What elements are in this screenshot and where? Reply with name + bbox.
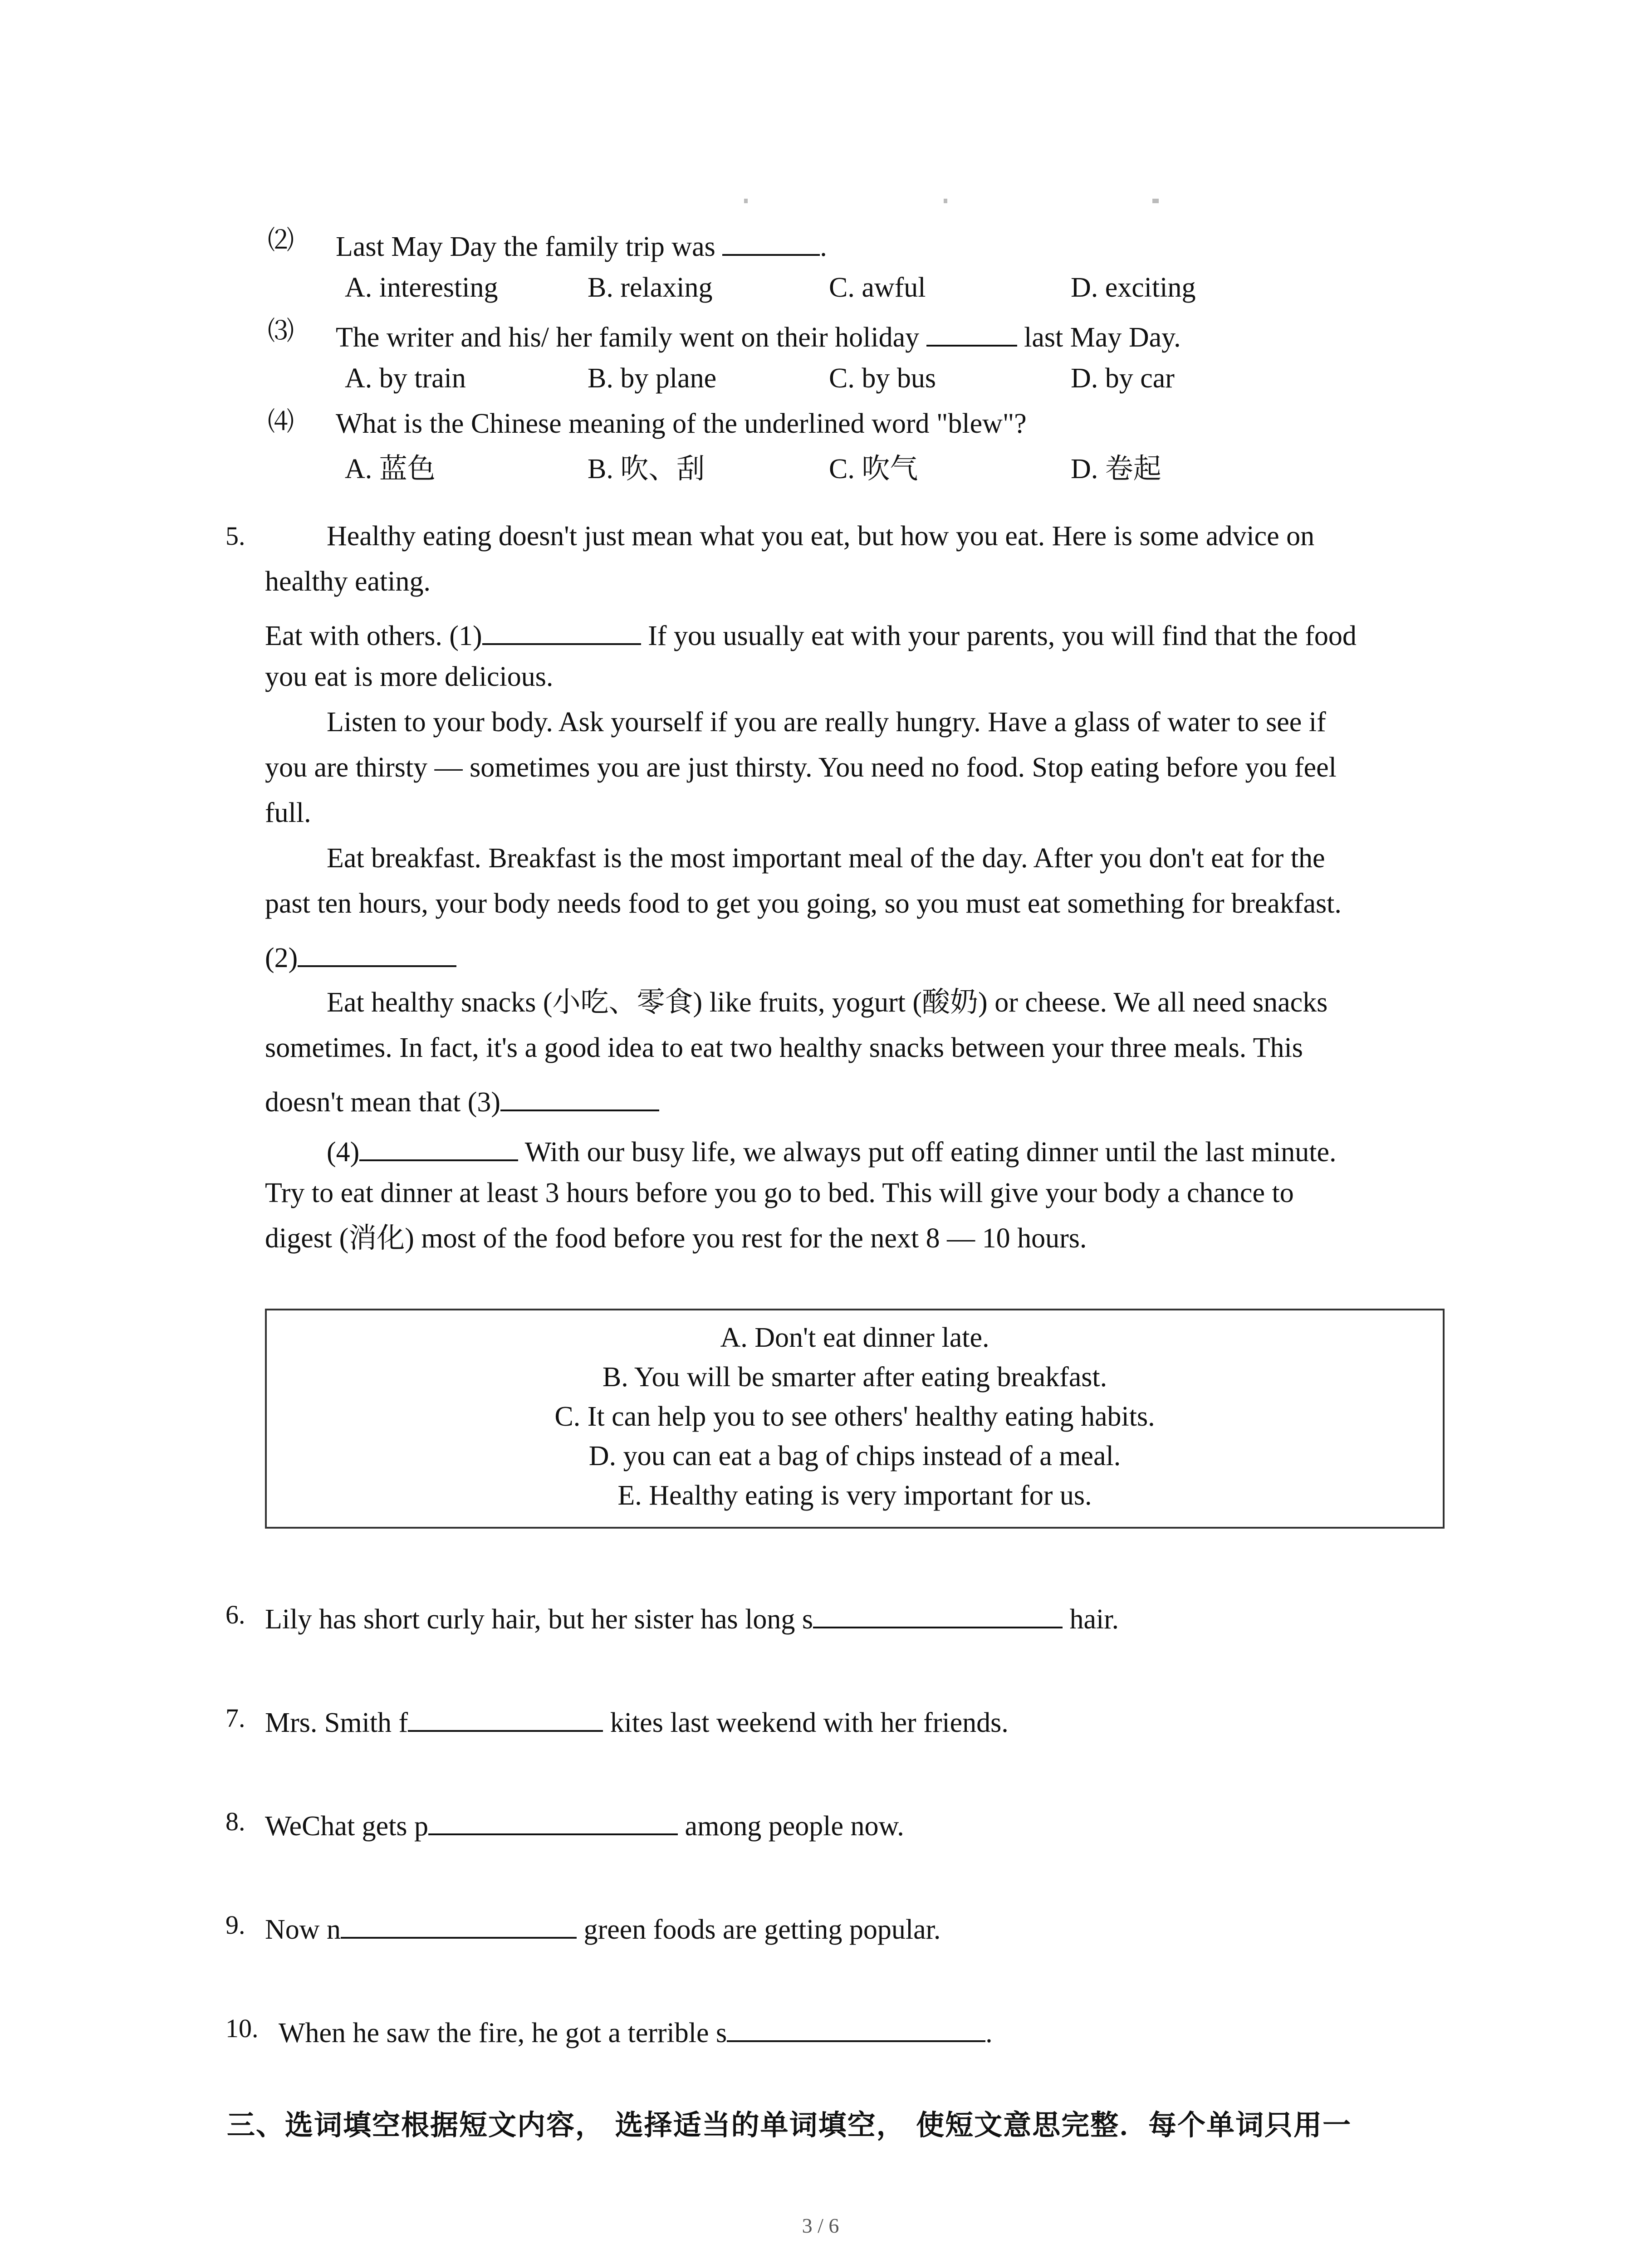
- question-number: ⑵: [268, 225, 294, 255]
- answer-blank[interactable]: [341, 1907, 577, 1939]
- option-a[interactable]: A. 蓝色: [345, 454, 436, 484]
- answer-blank[interactable]: [428, 1804, 678, 1835]
- option-d[interactable]: D. exciting: [1071, 272, 1196, 303]
- question-number: 9.: [225, 1910, 245, 1940]
- passage-line: Eat healthy snacks (小吃、零食) like fruits, yogurt (酸奶) or cheese. We all need snacks: [327, 987, 1328, 1018]
- clipped-text-remnant: [944, 199, 947, 203]
- question-text: WeChat gets p among people now.: [265, 1804, 904, 1844]
- answer-blank[interactable]: [722, 224, 820, 256]
- passage-line: you eat is more delicious.: [265, 661, 554, 692]
- answer-blank[interactable]: [813, 1597, 1063, 1628]
- question-text: When he saw the fire, he got a terrible s .: [279, 2010, 993, 2051]
- choice-e: E. Healthy eating is very important for us.: [617, 1480, 1092, 1511]
- option-c[interactable]: C. 吹气: [829, 454, 918, 484]
- answer-blank[interactable]: [408, 1700, 603, 1732]
- answer-blank-4[interactable]: [359, 1129, 518, 1161]
- question-number: 5.: [225, 521, 245, 551]
- option-d[interactable]: D. by car: [1071, 363, 1175, 394]
- question-stem: What is the Chinese meaning of the underlined word "blew"?: [336, 408, 1027, 439]
- passage-line: sometimes. In fact, it's a good idea to eat two healthy snacks between your three meals. This: [265, 1032, 1303, 1063]
- answer-blank[interactable]: [727, 2010, 985, 2042]
- answer-blank-1[interactable]: [482, 613, 641, 645]
- answer-blank-3[interactable]: [500, 1080, 659, 1111]
- option-b[interactable]: B. 吹、刮: [588, 454, 705, 484]
- passage-line: doesn't mean that (3): [265, 1080, 659, 1120]
- question-number: 7.: [225, 1703, 245, 1733]
- passage-line: digest (消化) most of the food before you rest for the next 8 — 10 hours.: [265, 1223, 1087, 1254]
- question-number: 8.: [225, 1807, 245, 1836]
- passage-line: (2): [265, 935, 456, 976]
- choice-b: B. You will be smarter after eating breakfast.: [602, 1362, 1107, 1393]
- choice-a: A. Don't eat dinner late.: [720, 1322, 989, 1353]
- passage-line: Listen to your body. Ask yourself if you are really hungry. Have a glass of water to see if: [327, 707, 1326, 738]
- question-stem: Last May Day the family trip was .: [336, 224, 827, 265]
- passage-line: Eat with others. (1) If you usually eat with your parents, you will find that the food: [265, 613, 1357, 654]
- passage-line: healthy eating.: [265, 566, 431, 597]
- answer-blank-2[interactable]: [298, 935, 456, 967]
- option-c[interactable]: C. awful: [829, 272, 926, 303]
- choice-d: D. you can eat a bag of chips instead of a meal.: [588, 1441, 1121, 1471]
- option-d[interactable]: D. 卷起: [1071, 454, 1161, 484]
- option-b[interactable]: B. relaxing: [588, 272, 713, 303]
- clipped-text-remnant: [744, 199, 748, 203]
- passage-line: Eat breakfast. Breakfast is the most important meal of the day. After you don't eat for the: [327, 843, 1325, 874]
- passage-line: past ten hours, your body needs food to get you going, so you must eat something for breakfast.: [265, 888, 1342, 919]
- passage-line: you are thirsty — sometimes you are just thirsty. You need no food. Stop eating before you feel: [265, 752, 1337, 783]
- option-a[interactable]: A. by train: [345, 363, 466, 394]
- question-number: 6.: [225, 1600, 245, 1629]
- option-a[interactable]: A. interesting: [345, 272, 498, 303]
- answer-blank[interactable]: [926, 315, 1017, 347]
- question-text: Now n green foods are getting popular.: [265, 1907, 941, 1948]
- question-number: 10.: [225, 2014, 259, 2043]
- question-text: Mrs. Smith f kites last weekend with her friends.: [265, 1700, 1009, 1741]
- page-number: 3 / 6: [802, 2214, 839, 2237]
- option-c[interactable]: C. by bus: [829, 363, 936, 394]
- passage-line: Try to eat dinner at least 3 hours before you go to bed. This will give your body a chance to: [265, 1178, 1294, 1208]
- option-b[interactable]: B. by plane: [588, 363, 717, 394]
- question-number: ⑷: [268, 407, 294, 436]
- section-3-heading: 三、选词填空根据短文内容， 选择适当的单词填空， 使短文意思完整．每个单词只用一: [227, 2108, 1352, 2141]
- passage-line: full.: [265, 797, 311, 828]
- question-number: ⑶: [268, 316, 294, 346]
- question-stem: The writer and his/ her family went on their holiday last May Day.: [336, 315, 1181, 356]
- passage-line: (4) With our busy life, we always put off eating dinner until the last minute.: [327, 1129, 1337, 1170]
- choice-c: C. It can help you to see others' healthy eating habits.: [554, 1401, 1155, 1432]
- passage-line: Healthy eating doesn't just mean what you eat, but how you eat. Here is some advice on: [327, 521, 1315, 552]
- choices-box: [265, 1309, 1445, 1529]
- clipped-text-remnant: [1152, 199, 1159, 203]
- question-text: Lily has short curly hair, but her sister has long s hair.: [265, 1597, 1119, 1637]
